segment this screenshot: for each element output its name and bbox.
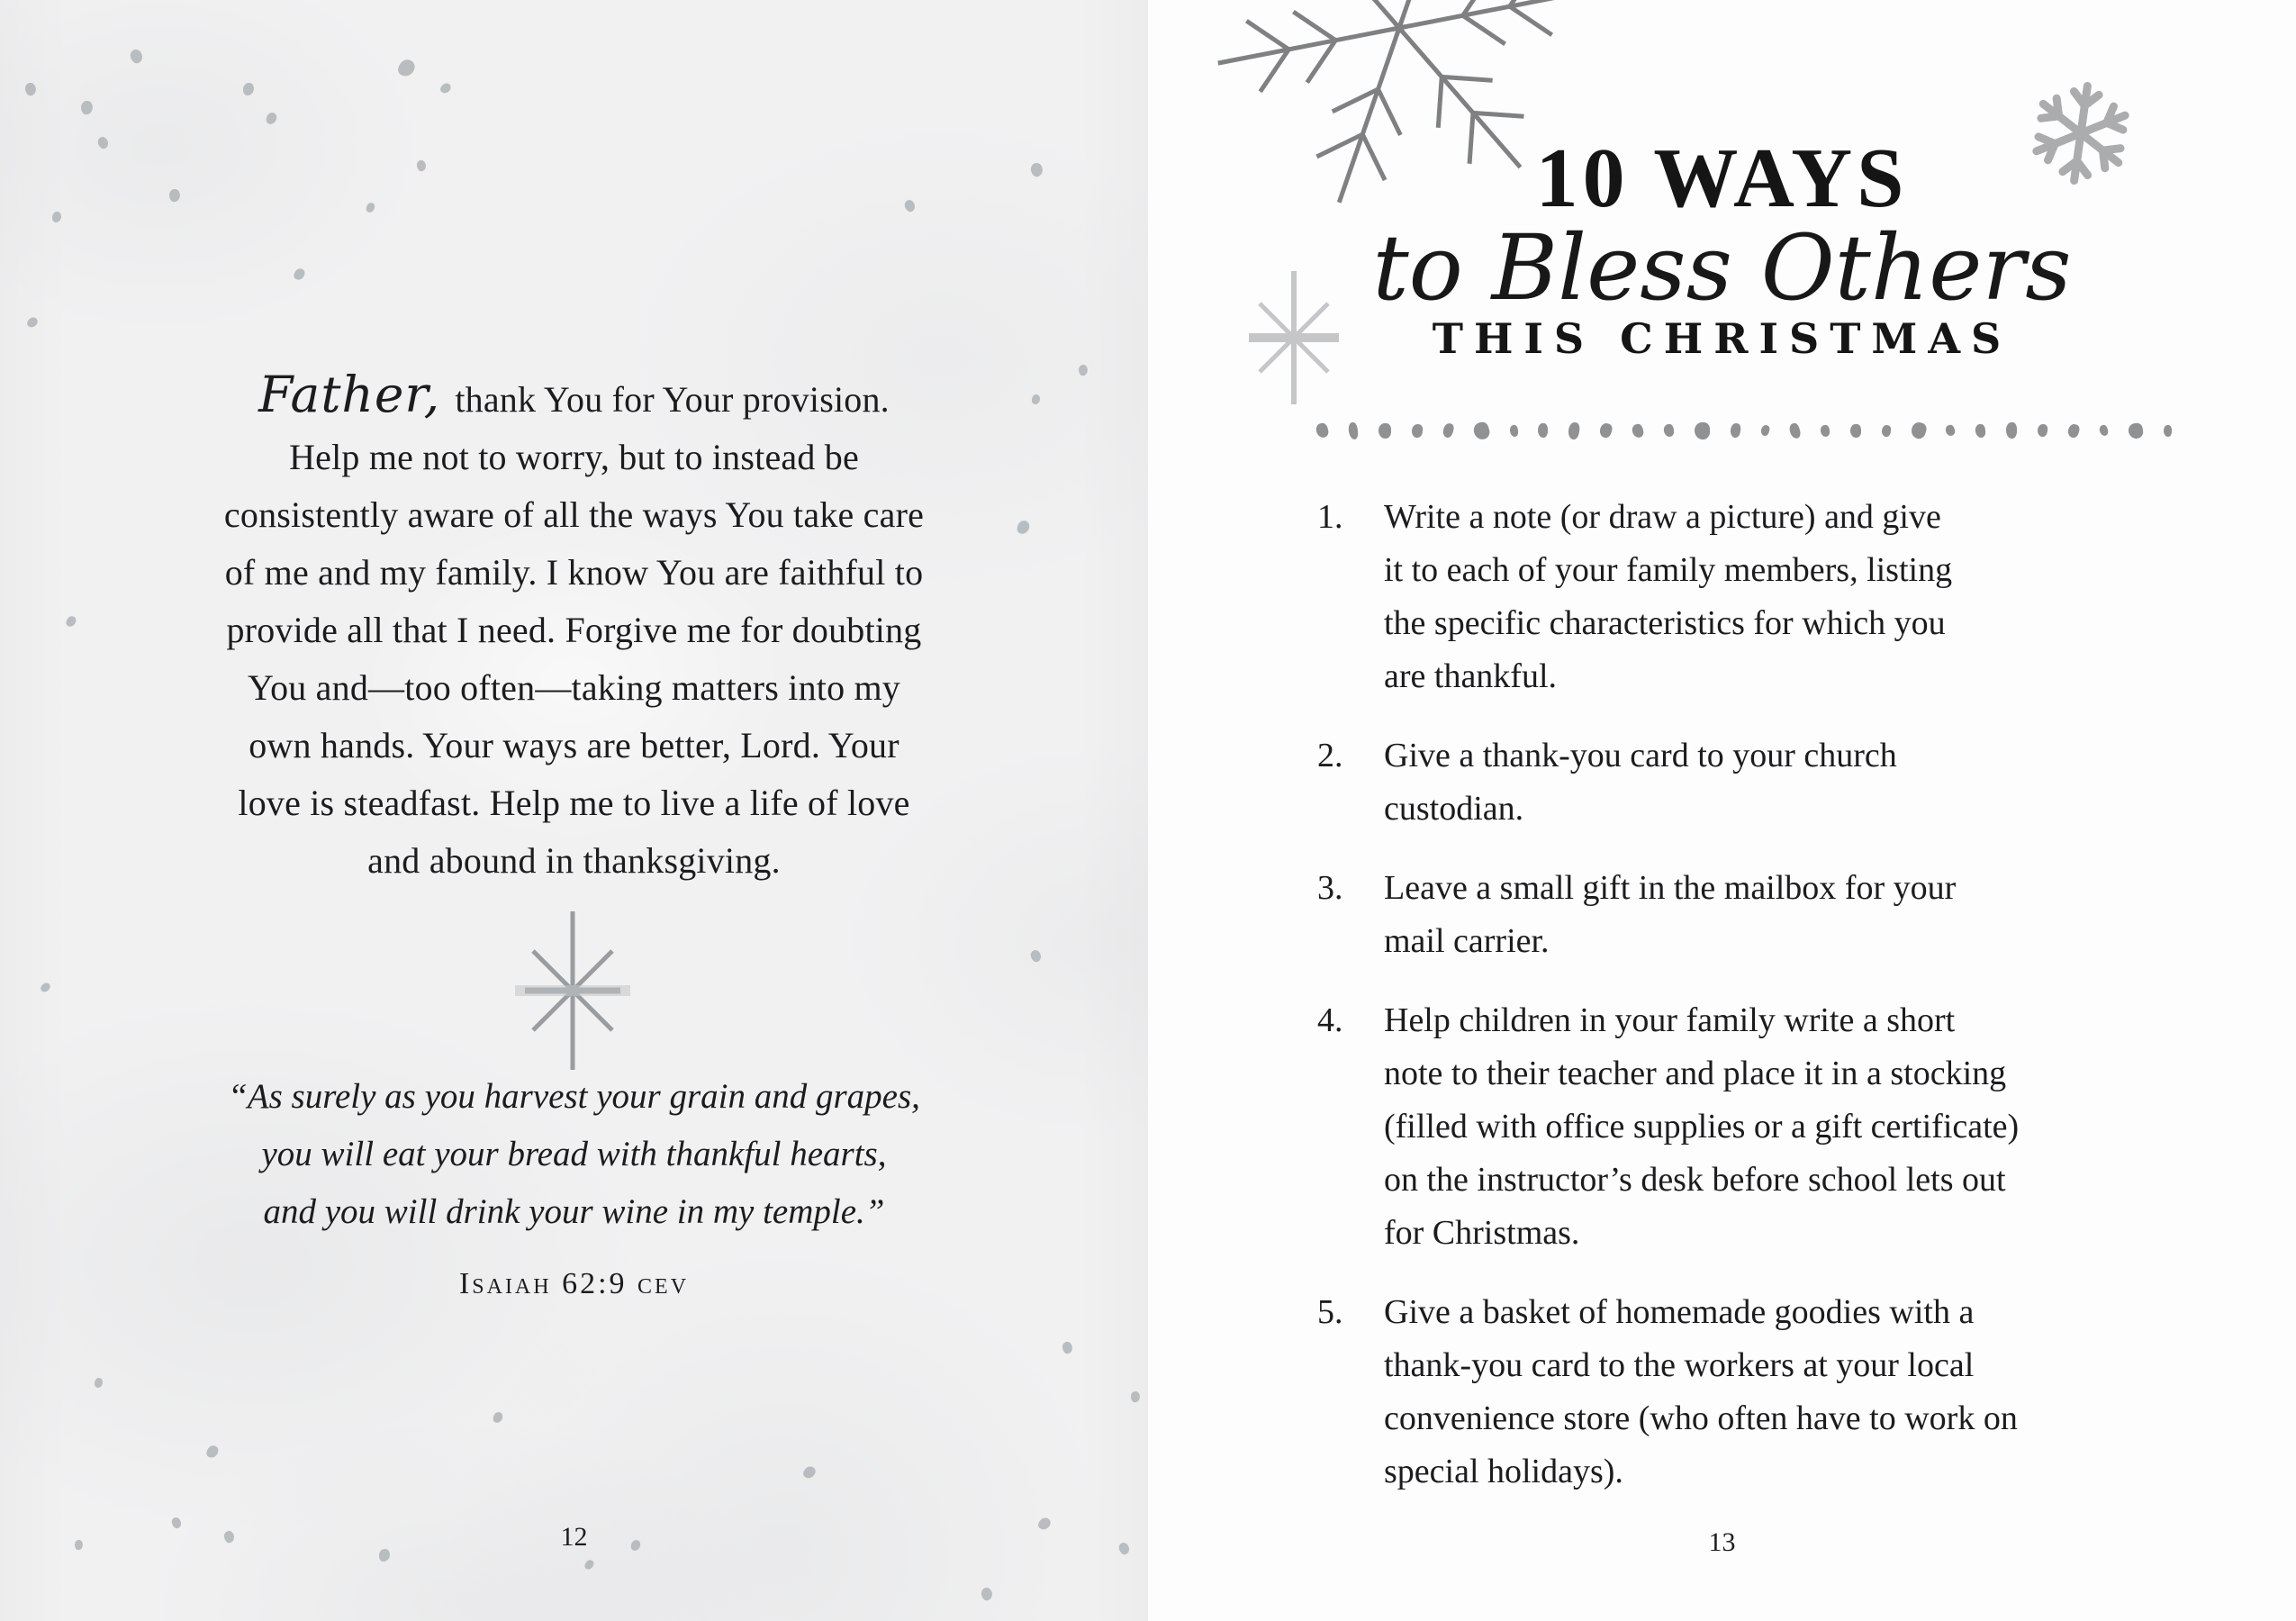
divider-dot (1975, 423, 1986, 438)
divider-dot (1695, 422, 1710, 439)
list-item (1317, 491, 2209, 703)
divider-dot (2164, 425, 2172, 437)
divider-dot (1509, 424, 1519, 437)
title-line-1: 10 WAYS (1535, 131, 1909, 225)
divider-dot (2006, 422, 2017, 439)
title-line-2-script: to Bless Others (1372, 215, 2072, 321)
speckle-dot (902, 198, 917, 213)
speckle-dot (1078, 364, 1089, 376)
divider-dot (1315, 422, 1330, 439)
divider-dot (1442, 422, 1455, 439)
speckle-dot (1028, 948, 1044, 964)
divider-dot (1945, 424, 1957, 437)
divider-dot (2066, 422, 2081, 439)
item-line: special holidays). (1384, 1453, 1623, 1490)
item-text (1384, 729, 2209, 836)
divider-dot (1538, 423, 1548, 438)
item-line: Give a thank-you card to your church (1384, 737, 1897, 774)
speckle-dot (801, 1464, 818, 1481)
divider-dot (1730, 422, 1741, 438)
speckle-dot (293, 267, 306, 281)
divider-dot (1788, 421, 1802, 439)
speckle-dot (266, 112, 277, 125)
speckle-dot (366, 202, 375, 213)
page-number-right: 13 (1708, 1527, 1736, 1557)
speckle-dot (980, 1586, 995, 1602)
verse (90, 1068, 1058, 1313)
item-number: 2. (1317, 737, 1343, 774)
item-number: 1. (1317, 498, 1343, 536)
divider-dot (1759, 424, 1770, 437)
item-text (1384, 994, 2209, 1260)
speckle-dot (128, 48, 145, 66)
speckle-dot (95, 135, 111, 150)
prayer-line: You and—too often—taking matters into my (248, 667, 900, 708)
dotted-divider (1316, 420, 2172, 441)
divider-dot (1909, 421, 1927, 440)
item-line: custodian. (1384, 790, 1524, 828)
prayer-first-line-rest: thank You for Your provision. (446, 379, 890, 420)
prayer-line: own hands. Your ways are better, Lord. Your (249, 725, 899, 765)
speckle-dot (80, 100, 95, 115)
divider-dot (1631, 422, 1645, 439)
item-line: Write a note (or draw a picture) and give (1384, 498, 1941, 536)
prayer-line: provide all that I need. Forgive me for doubting (226, 610, 922, 650)
list-item (1317, 729, 2209, 836)
speckle-dot (438, 81, 452, 95)
divider-dot (1411, 423, 1424, 439)
speckle-dot (396, 57, 417, 78)
item-line: convenience store (who often have to work on (1384, 1399, 2018, 1437)
blessing-list (1317, 491, 2209, 1525)
speckle-dot (205, 1444, 221, 1460)
item-line: (filled with office supplies or a gift certificate) (1384, 1108, 2020, 1146)
verse-reference: Isaiah 62:9 cev (458, 1267, 690, 1300)
item-line: are thankful. (1384, 657, 1558, 695)
prayer (90, 366, 1058, 890)
item-line: Give a basket of homemade goodies with a (1384, 1293, 1975, 1331)
prayer-line: love is steadfast. Help me to live a life of love (238, 783, 910, 823)
item-number: 3. (1317, 869, 1343, 907)
item-text (1384, 1286, 2209, 1499)
item-line: it to each of your family members, listing (1384, 551, 1953, 589)
speckle-dot (40, 981, 52, 993)
prayer-line: and abound in thanksgiving. (367, 840, 781, 881)
prayer-line (90, 366, 1058, 429)
item-line: Leave a small gift in the mailbox for your (1384, 869, 1957, 907)
item-line: on the instructor’s desk before school lets out (1384, 1161, 2006, 1199)
divider-dot (1471, 421, 1491, 441)
divider-dot (1348, 421, 1360, 439)
item-line: for Christmas. (1384, 1214, 1580, 1252)
speckle-dot (243, 83, 254, 95)
divider-dot (1598, 422, 1614, 439)
prayer-line: consistently aware of all the ways You take care (223, 494, 925, 535)
list-item (1317, 862, 2209, 968)
speckle-dot (1061, 1340, 1074, 1354)
divider-dot (2037, 423, 2048, 437)
item-line: thank-you card to the workers at your local (1384, 1346, 1975, 1384)
divider-dot (2128, 421, 2144, 439)
speckle-dot (95, 1378, 103, 1388)
item-text (1384, 862, 2209, 968)
page-right (1148, 0, 2296, 1621)
speckle-dot (1130, 1390, 1141, 1403)
speckle-dot (415, 158, 428, 172)
item-number: 5. (1317, 1293, 1343, 1331)
item-line: the specific characteristics for which you (1384, 604, 1946, 642)
speckle-dot (23, 81, 39, 97)
title-line-3: THIS CHRISTMAS (1432, 314, 2012, 363)
speckle-dot (168, 188, 182, 203)
divider-dot (1568, 421, 1581, 439)
divider-dot (1881, 424, 1892, 437)
speckle-dot (65, 614, 77, 628)
divider-dot (1820, 424, 1830, 437)
item-text (1384, 491, 2209, 703)
speckle-dot (25, 315, 39, 330)
prayer-line: of me and my family. I know You are faithful to (224, 552, 924, 593)
speckle-dot (493, 1411, 503, 1424)
list-item (1317, 994, 2209, 1260)
speckle-dot (583, 1559, 595, 1571)
title-block (1148, 133, 2296, 362)
prayer-opening-script: Father, (258, 366, 441, 423)
item-line: Help children in your family write a short (1384, 1001, 1956, 1039)
item-number: 4. (1317, 1001, 1343, 1039)
verse-line: and you will drink your wine in my temple.” (263, 1192, 885, 1231)
item-line: note to their teacher and place it in a stocking (1384, 1055, 2007, 1092)
sparkle-star-icon (501, 908, 645, 1074)
verse-line: “As surely as you harvest your grain and grapes, (228, 1077, 920, 1116)
speckle-dot (52, 212, 61, 222)
divider-dot (1850, 424, 1861, 438)
list-item (1317, 1286, 2209, 1499)
page-number-left: 12 (560, 1522, 588, 1552)
prayer-line: Help me not to worry, but to instead be (289, 437, 859, 477)
divider-dot (1663, 423, 1675, 437)
item-line: mail carrier. (1384, 922, 1550, 960)
divider-dot (1379, 423, 1391, 439)
verse-line: you will eat your bread with thankful hearts, (261, 1135, 887, 1173)
divider-dot (2099, 424, 2110, 437)
speckle-dot (1029, 161, 1045, 178)
